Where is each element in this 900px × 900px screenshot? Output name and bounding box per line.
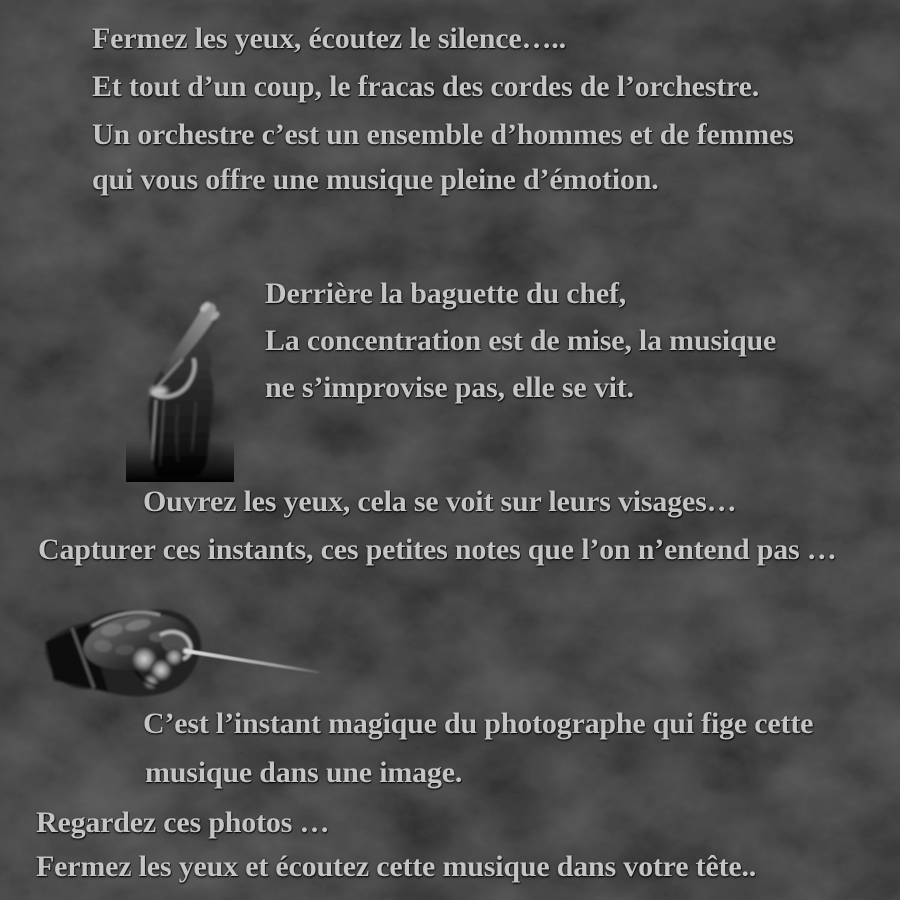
poem-line-9: Capturer ces instants, ces petites notes que l’on n’entend pas … [38, 533, 837, 566]
poem-line-13: Fermez les yeux et écoutez cette musique dans votre tête.. [36, 850, 757, 883]
poem-line-7: ne s’improvise pas, elle se vit. [265, 371, 634, 404]
conductor-open-hand-photo [126, 292, 234, 482]
poem-line-6: La concentration est de mise, la musique [265, 324, 777, 357]
baton [187, 649, 319, 674]
poem-line-5: Derrière la baguette du chef, [265, 277, 627, 310]
poem-line-3: Un orchestre c’est un ensemble d’hommes et de femmes [92, 118, 794, 151]
baton-hand-shape [45, 607, 201, 697]
conductor-baton-hand-photo [40, 600, 332, 700]
poem-line-8: Ouvrez les yeux, cela se voit sur leurs visages… [143, 485, 737, 518]
poem-line-10: C’est l’instant magique du photographe qui fige cette [143, 707, 814, 740]
poem-line-2: Et tout d’un coup, le fracas des cordes de l’orchestre. [92, 70, 759, 103]
poem-line-1: Fermez les yeux, écoutez le silence….. [92, 22, 566, 55]
poem-line-4: qui vous offre une musique pleine d’émotion. [92, 163, 659, 196]
poem-line-12: Regardez ces photos … [36, 806, 330, 839]
poem-line-11: musique dans une image. [145, 756, 463, 789]
